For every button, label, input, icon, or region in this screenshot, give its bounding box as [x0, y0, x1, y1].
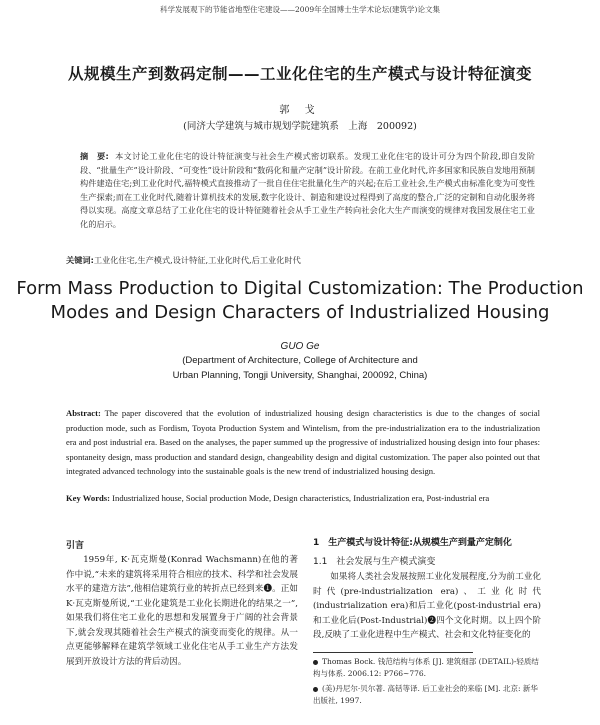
abstract-cn-label: 摘 要:: [80, 151, 109, 161]
author-en: GUO Ge: [280, 341, 320, 352]
section-1-1-body: 如果将人类社会发展按照工业化发展程度,分为前工业化时代(pre-industrialization era)、工业化时代(industrialization era)和后工业化(post-industrial era)和工业化后(Post-Industrial)❷四个文化时期。以上四个阶段,反映了工业化进程中生产模式、社会和文化特征变化的: [313, 572, 541, 640]
affiliation-cn: (同济大学建筑与城市规划学院建筑系 上海 200092): [183, 121, 417, 132]
keywords-en-label: Key Words:: [66, 493, 111, 503]
author-cn: 郭 戈: [279, 105, 321, 116]
footnotes: [313, 656, 541, 710]
abstract-en-label: Abstract:: [66, 408, 101, 418]
affiliation-en-line-2: Urban Planning, Tongji University, Shanghai, 200092, China): [172, 369, 428, 381]
abstract-en-text: The paper discovered that the evolution of industrialized housing design characteristics is due to the changes of social production mode, such as Fordism, Toyota Production System and Wintelism, from the pre-industrialization era to the industrialization era and post industrial era. Based on the analyses, the paper summed up the progressive of industrialized housing design into four phases: spontaneity design, mass production and standard design, changeability design and digital customization. The paper also pointed out that integrated advanced technology into the sustainable goals is the new trend of industrialized housing design.: [66, 408, 540, 476]
intro-paragraph: 1959年, K·瓦克斯曼(Konrad Wachsmann)在他的著作中说,“未来的建筑将采用符合相应的技术、科学和社会发展水平的建造方法”,他相信建筑行业的转折点已经到来❶。正如K·瓦克斯曼所说,“工业化建筑是工业化长期进化的结果之一”,如果我们将住宅工业化的思想和发展置身于广阔的社会背景下,就会发现其随着社会生产模式的演变而变化的规律。从一点更能够解释在建筑学领域工业化住宅从手工业生产方法发展到开放设计方法的背后动因。: [66, 555, 298, 667]
paper-title-cn: 从规模生产到数码定制——工业化住宅的生产模式与设计特征演变: [67, 65, 532, 83]
abstract-en: [66, 406, 540, 479]
paper-title-en: Form Mass Production to Digital Customization: The Production Modes and Design Characters of Industrialized Housing: [16, 278, 584, 323]
section-1-1-heading: 1.1 社会发展与生产模式演变: [313, 557, 436, 567]
keywords-en-text: Industrialized house, Social production Mode, Design characteristics, Industrialization era, Post-industrial era: [112, 493, 490, 503]
right-column: [313, 535, 541, 643]
intro-body: [66, 553, 298, 669]
keywords-en: [66, 493, 540, 505]
running-header: 科学发展观下的节能省地型住宅建设——2009年全国博士生学术论坛(建筑学)论文集: [160, 5, 440, 14]
section-1-heading: 1 生产模式与设计特征:从规模生产到量产定制化: [313, 538, 512, 548]
footnote-2-text: (美)丹尼尔·贝尔著. 高铦等译. 后工业社会的来临 [M]. 北京: 新华出版社, 1997.: [313, 684, 538, 705]
footnote-bullet-icon: [313, 687, 318, 692]
keywords-cn-label: 关键词:: [66, 255, 94, 265]
intro-heading: 引言: [66, 541, 85, 551]
footnote-bullet-icon: [313, 660, 318, 665]
keywords-cn-text: 工业化住宅,生产模式,设计特征,工业化时代,后工业化时代: [93, 255, 301, 265]
footnote-1: [313, 656, 541, 679]
footnote-divider: [313, 652, 473, 653]
footnote-2: [313, 683, 541, 706]
abstract-cn-text: 本文讨论工业化住宅的设计特征演变与社会生产模式密切联系。发现工业化住宅的设计可分为四个阶段,即自发阶段、“批量生产”设计阶段、“可变性”设计阶段和“数码化和量产定制”设计阶段。在前工业化时代,许多国家和民族自发地用预制构件建造住宅;到工业化时代,福特模式直接推动了一批自住住宅批量化生产的兴起;在后工业社会,生产模式由标准化变为可变性生产探索;而在工业化时代,随着计算机技术的发展,数字化设计、制造和建设过程得到了高度的整合,广泛的定制和自动化服务将得以实现。高度文章总结了工业化住宅的设计特征随着社会从手工业生产转向社会化大生产而演变的规律对我国发展住宅工业化的启示。: [80, 151, 535, 229]
abstract-cn: [80, 150, 535, 231]
affiliation-en-line-1: (Department of Architecture, College of Architecture and: [182, 355, 418, 366]
footnote-1-text: Thomas Bock. 钱范结构与体系 [J]. 建筑细部 (DETAIL)-轻质结构与体系. 2006.12: P766~776.: [313, 657, 539, 678]
affiliation-en: [0, 354, 600, 383]
keywords-cn: [66, 255, 546, 266]
